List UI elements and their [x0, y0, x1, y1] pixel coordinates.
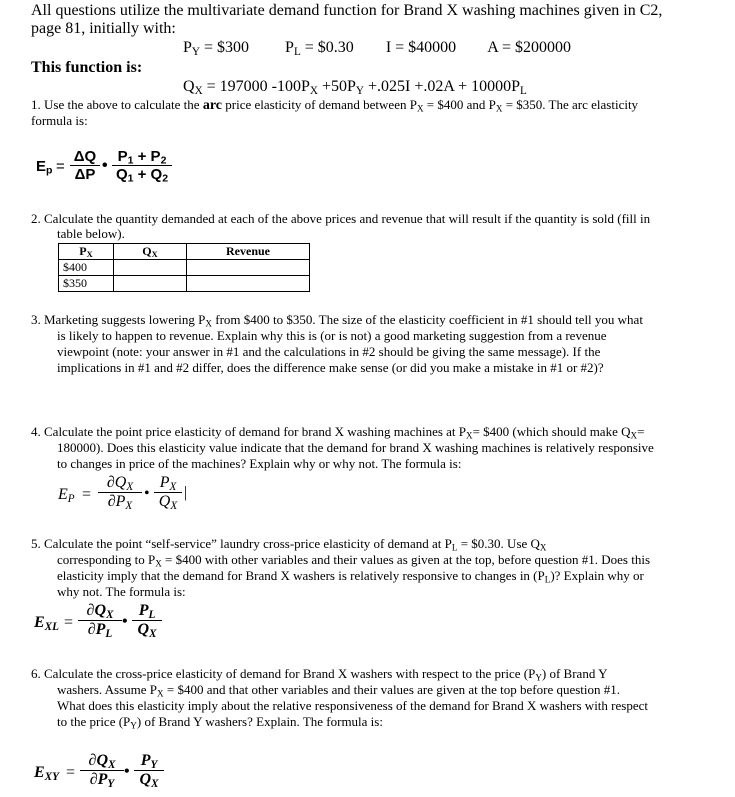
q5-line-3: elasticity imply that the demand for Brand X washers is relatively responsive to changes in $(P_L)$? Explain why or — [57, 568, 644, 585]
q4-line-1: 4. Calculate the point price elasticity of demand for brand X washing machines at $P_X=$ $400 (which should make $Q_X=$ — [31, 424, 645, 441]
q3-line-1: 3. Marketing suggests lowering $P_X$ from $400 to $350. The size of the elasticity coefficient in #1 should tell you what — [31, 312, 643, 329]
demand-table — [58, 243, 310, 292]
q4-line-3: to changes in price of the machines? Explain why or why not. The formula is: — [57, 456, 462, 471]
q3-line-3: viewpoint (note: your answer in #1 and the calculations in #2 should be giving the same message). If the — [57, 344, 601, 359]
q5-line-2: corresponding to $P_X$ = $400 with other variables and their values as given at the top, before question #1. Does this — [57, 552, 651, 569]
intro-line-2: page 81, initially with: — [31, 20, 176, 37]
cell-revenue[interactable] — [187, 276, 310, 292]
q4-line-2: 180000). Does this elasticity value indicate that the demand for brand X washing machines is relatively responsive — [57, 440, 654, 455]
col-header-revenue: Revenue — [187, 244, 310, 260]
col-header-qx: $Q_X$ — [114, 244, 187, 260]
q5-line-1: 5. Calculate the point “self-service” laundry cross-price elasticity of demand at $P_L$ = $0.30. Use $Q_X$ — [31, 536, 547, 553]
cell-quantity[interactable] — [114, 260, 187, 276]
function-label: This function is: — [31, 59, 143, 76]
table-row — [59, 276, 310, 292]
initial-values: $P_Y$ = $300 $P_L$ = $0.30 I = $40000 A = $200000 — [183, 39, 571, 58]
cell-price: $400 — [59, 260, 114, 276]
q1-line-2: formula is: — [31, 113, 88, 128]
demand-function: $Q_X = 197000$ $-100P_X +50P_Y +.025I +.02A + 10000P_L$ — [183, 78, 527, 97]
q5-line-4: why not. The formula is: — [57, 584, 186, 599]
q6-line-3: What does this elasticity imply about the relative responsiveness of the demand for Brand X washers with respect — [57, 698, 648, 713]
cell-quantity[interactable] — [114, 276, 187, 292]
table-row — [59, 260, 310, 276]
intro-line-1: All questions utilize the multivariate demand function for Brand X washing machines given in C2, — [31, 2, 663, 19]
q2-line-1: 2. Calculate the quantity demanded at each of the above prices and revenue that will result if the quantity is sold (fill in — [31, 211, 651, 226]
cell-price: $350 — [59, 276, 114, 292]
table-header-row — [59, 244, 310, 260]
col-header-px: $P_X$ — [59, 244, 114, 260]
q1-line-1: 1. Use the above to calculate the arc price elasticity of demand between $P_X$ = $400 and $P_X$ = $350. The arc elasticity — [31, 97, 639, 114]
q3-line-2: is likely to happen to revenue. Explain why this is (or is not) a good marketing suggestion from a revenue — [57, 328, 607, 343]
q6-line-1: 6. Calculate the cross-price elasticity of demand for Brand X washers with respect to the price $(P_Y)$ of Brand Y — [31, 666, 608, 683]
q6-line-4: to the price $(P_Y)$ of Brand Y washers? Explain. The formula is: — [57, 714, 383, 731]
q6-line-2: washers. Assume $P_X$ = $400 and that other variables and their values are given at the top before question #1. — [57, 682, 621, 699]
q3-line-4: implications in #1 and #2 differ, does the difference make sense (or did you make a mistake in #1 or #2)? — [57, 360, 604, 375]
q2-line-2: table below). — [57, 226, 125, 241]
cell-revenue[interactable] — [187, 260, 310, 276]
